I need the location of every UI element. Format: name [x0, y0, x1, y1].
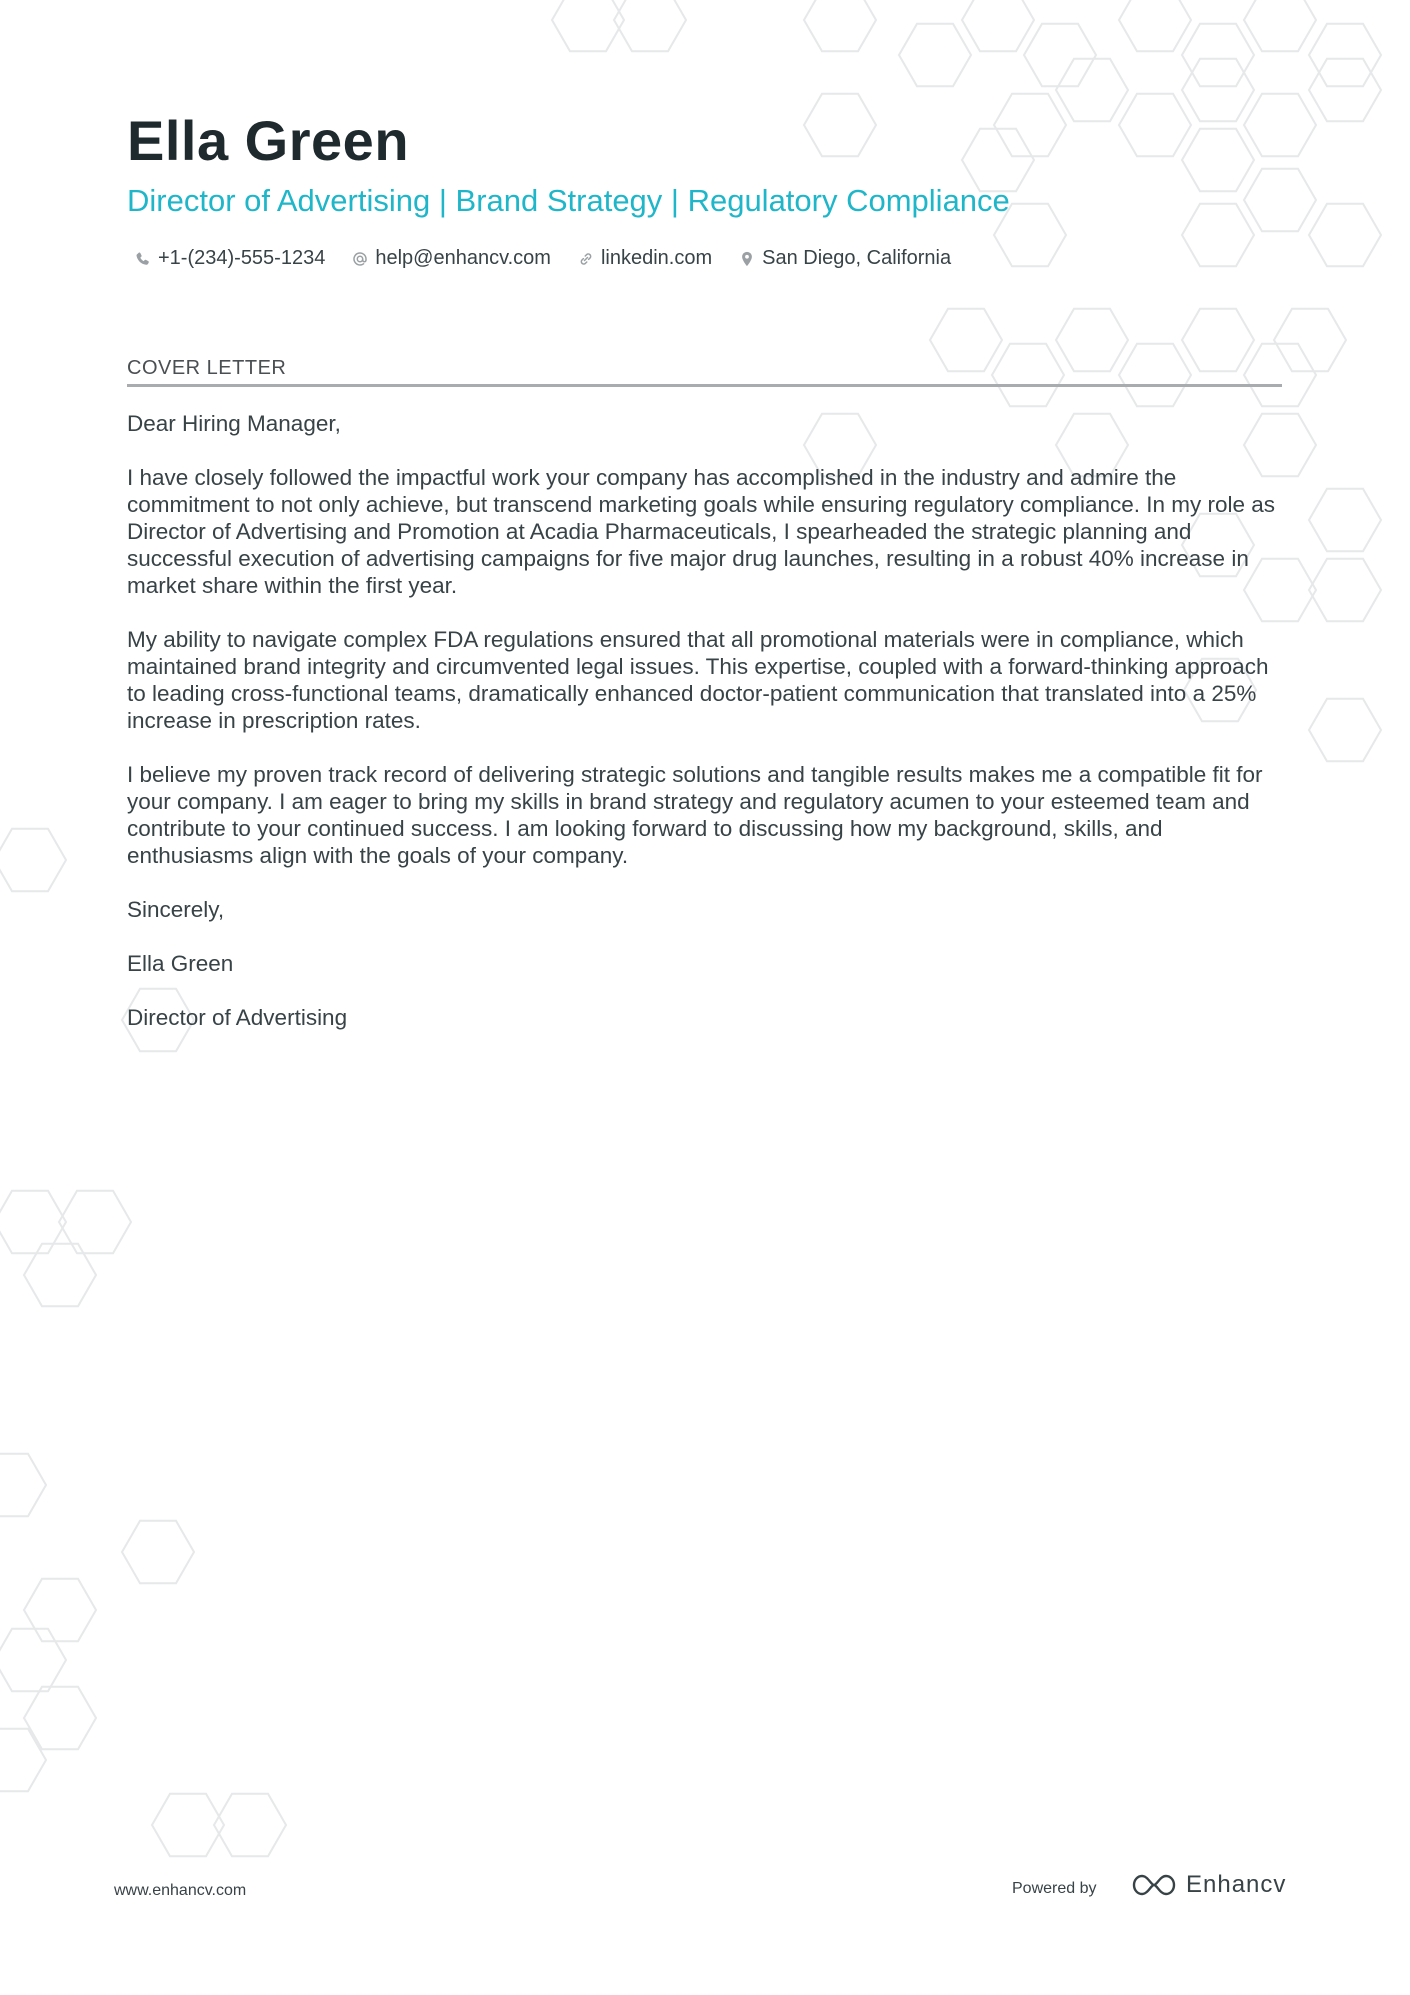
letter-signature-name: Ella Green	[127, 951, 234, 976]
footer-url[interactable]: www.enhancv.com	[114, 1882, 247, 1899]
letter-body	[127, 410, 1292, 1058]
contact-location-text: San Diego, California	[762, 247, 952, 269]
letter-paragraph-2: My ability to navigate complex FDA regulations ensured that all promotional materials were in compliance, which maintained brand integrity and circumvented legal issues. This expertise, coupled with a forward-thinking approach to leading cross-functional teams, dramatically enhanced doctor-patient communication that translated into a 25% increase in prescription rates.	[127, 627, 1269, 733]
letter-closing: Sincerely,	[127, 897, 225, 922]
section-heading-cover-letter: COVER LETTER	[127, 357, 1282, 387]
contact-row	[134, 247, 977, 270]
link-icon	[577, 250, 595, 268]
contact-phone[interactable]	[134, 247, 325, 270]
contact-linkedin-text: linkedin.com	[600, 247, 713, 269]
enhancv-brand[interactable]	[1130, 1870, 1286, 1900]
letter-paragraph-3: I believe my proven track record of delivering strategic solutions and tangible results makes me a compatible fit for your company. I am eager to bring my skills in brand strategy and regulatory acumen to your esteemed team and contribute to your continued success. I am looking forward to discussing how my background, skills, and enthusiasms align with the goals of your company.	[127, 762, 1263, 868]
contact-email[interactable]	[351, 247, 551, 270]
contact-email-text: help@enhancv.com	[375, 247, 551, 269]
contact-location	[738, 247, 951, 270]
letter-paragraph-1: I have closely followed the impactful work your company has accomplished in the industry and admire the commitment to not only achieve, but transcend marketing goals while ensuring regulatory compliance. In my role as Director of Advertising and Promotion at Acadia Pharmaceuticals, I spearheaded the strategic planning and successful execution of advertising campaigns for five major drug launches, resulting in a robust 40% increase in market share within the first year.	[127, 465, 1276, 598]
powered-by-label: Powered by	[1012, 1880, 1097, 1897]
brand-name: Enhancv	[1186, 1871, 1287, 1898]
enhancv-logo-icon	[1130, 1870, 1178, 1900]
contact-phone-text: +1-(234)-555-1234	[158, 247, 326, 269]
candidate-name: Ella Green	[127, 109, 410, 172]
location-pin-icon	[738, 250, 756, 268]
letter-signature-title: Director of Advertising	[127, 1005, 348, 1030]
at-icon	[351, 250, 369, 268]
phone-icon	[134, 250, 152, 268]
contact-linkedin[interactable]	[577, 247, 712, 270]
candidate-title: Director of Advertising | Brand Strategy | Regulatory Compliance	[127, 183, 1010, 218]
letter-greeting: Dear Hiring Manager,	[127, 411, 341, 436]
